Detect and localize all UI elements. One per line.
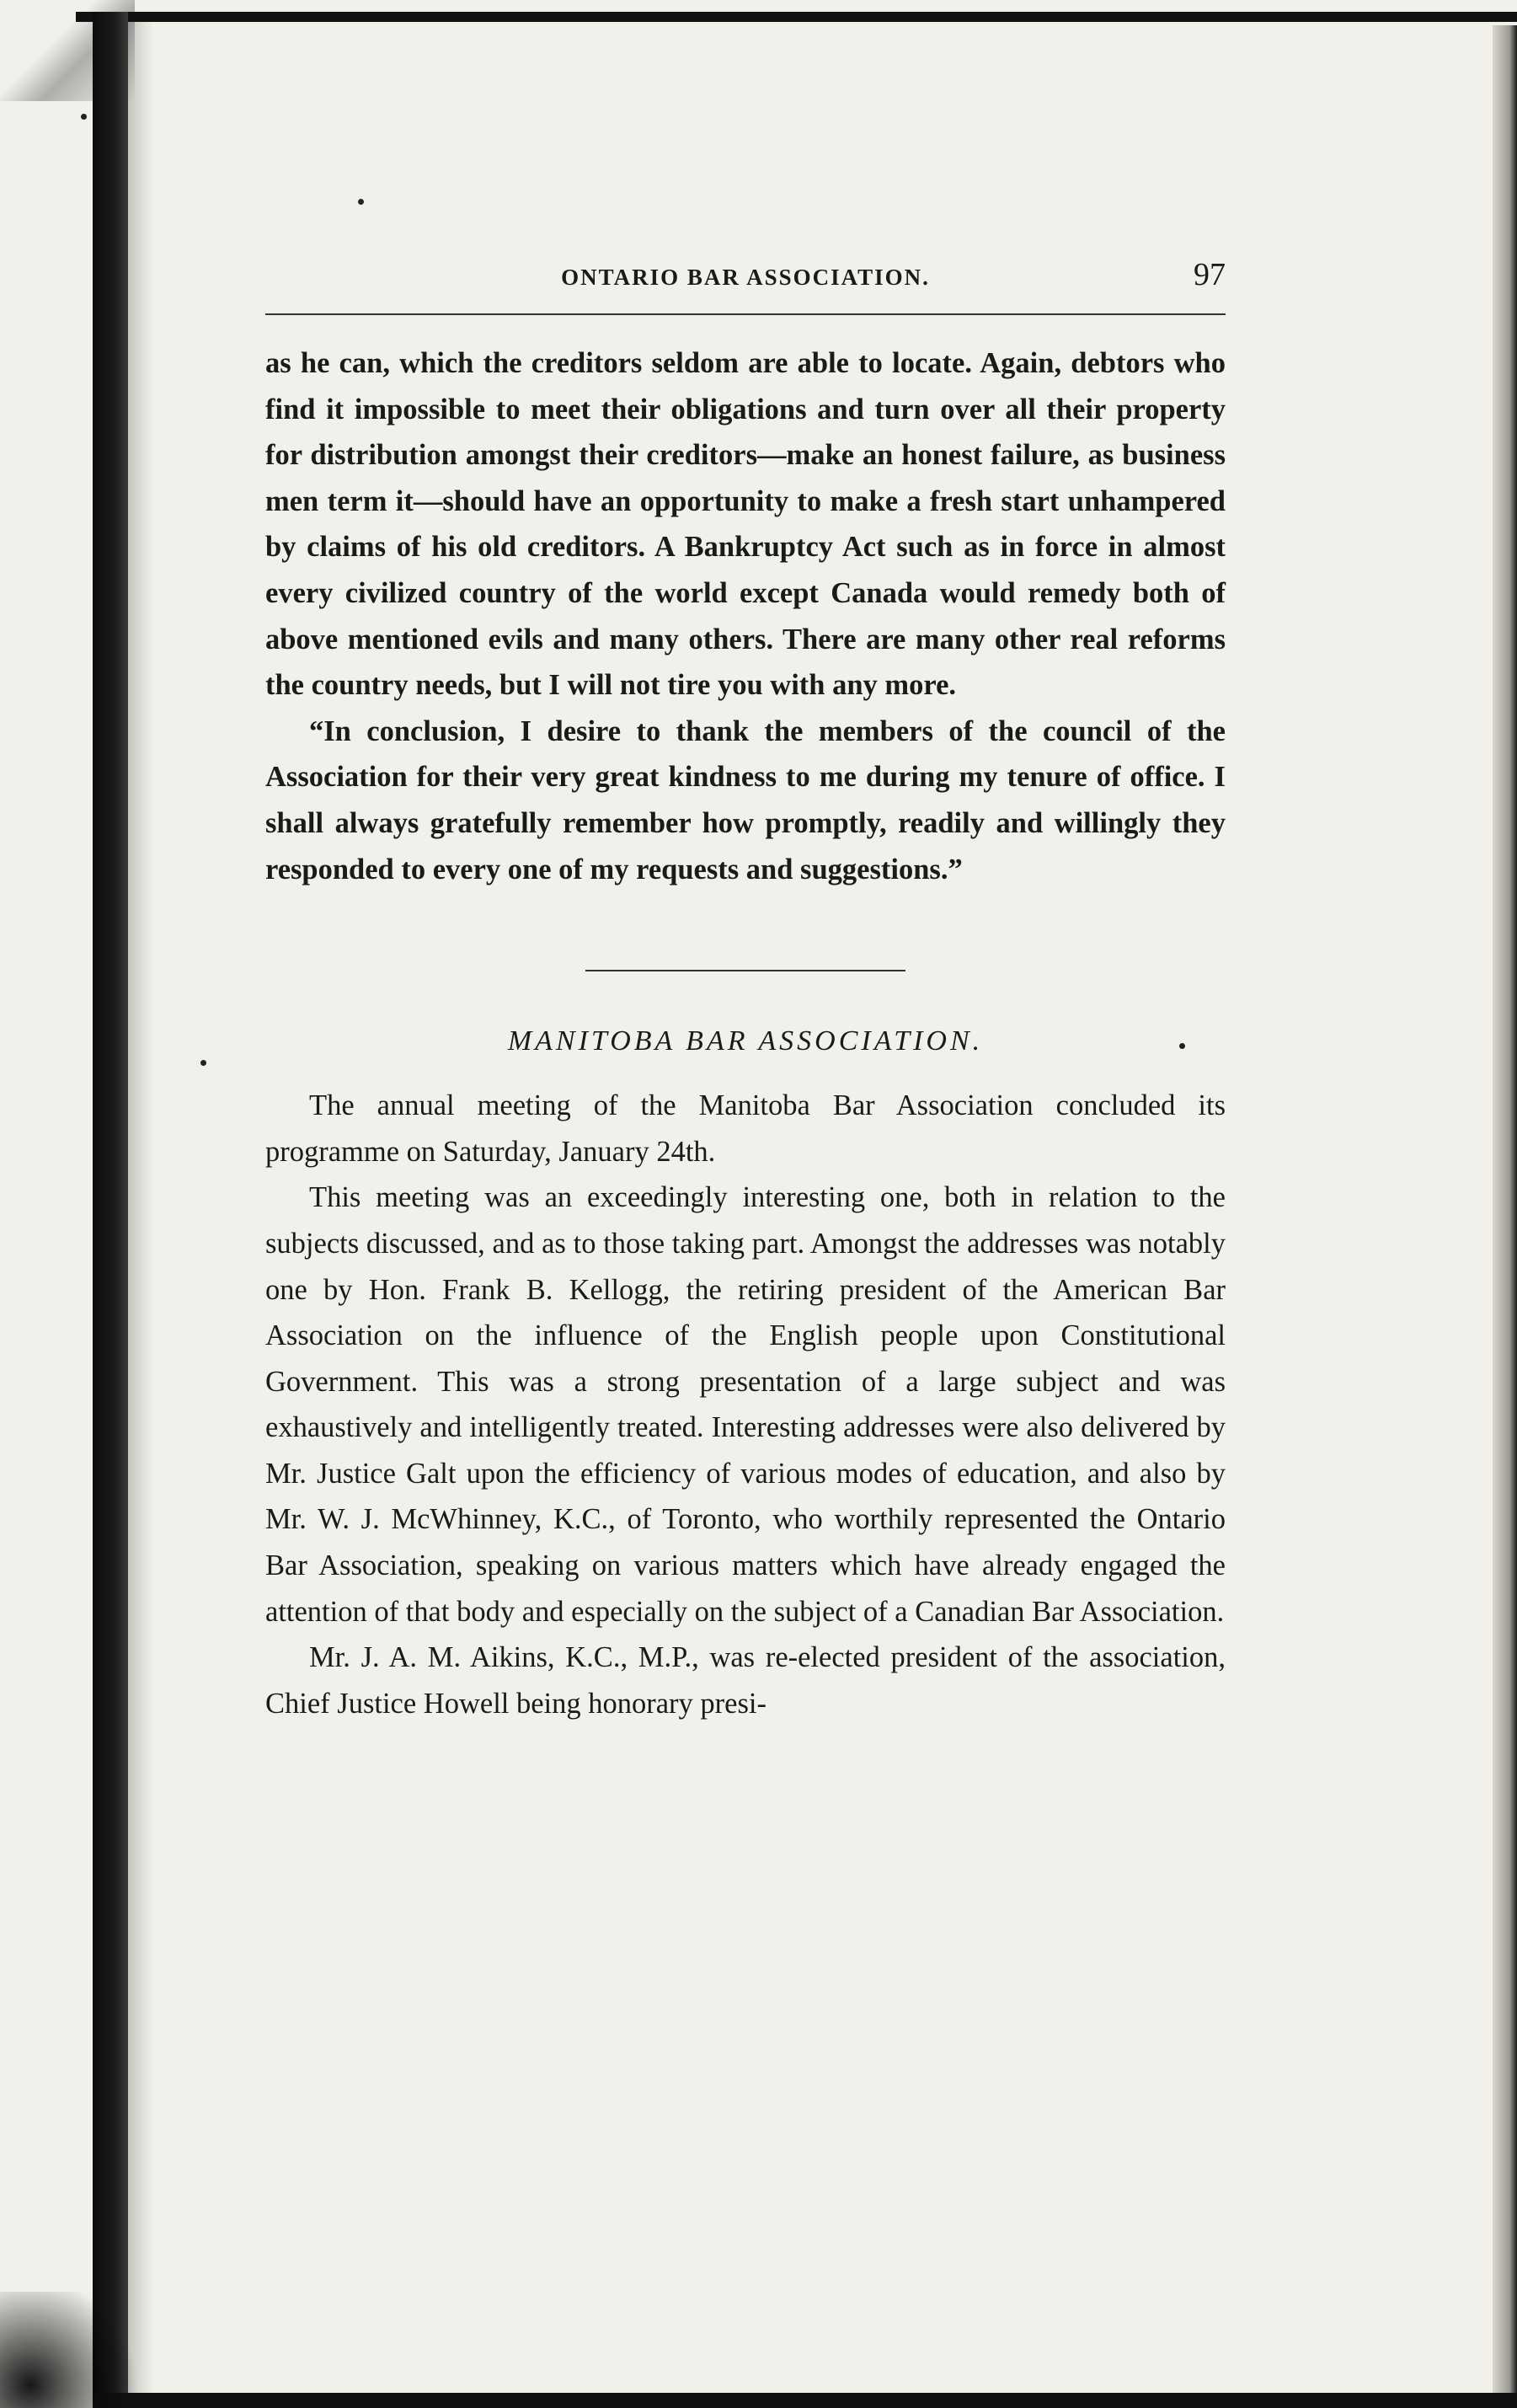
section-heading: MANITOBA BAR ASSOCIATION. bbox=[507, 1025, 984, 1057]
ontario-section bbox=[265, 340, 1226, 892]
header-rule bbox=[265, 313, 1226, 315]
book-page bbox=[265, 253, 1226, 1726]
scan-edge-top bbox=[76, 12, 1517, 22]
scan-edge-bottom bbox=[93, 2393, 1517, 2408]
scan-speck bbox=[81, 114, 87, 120]
body-paragraph: “In conclusion, I desire to thank the members of the council of the Association for their very great kindness to me during my tenure of office. I shall always gratefully remember how promptly, readily and willingly they responded to every one of my requests and suggestions.” bbox=[265, 714, 1226, 886]
scan-edge-left bbox=[93, 12, 128, 2396]
scan-speck bbox=[358, 199, 364, 205]
scan-edge-right bbox=[1493, 25, 1517, 2393]
body-paragraph: as he can, which the creditors seldom are able to locate. Again, debtors who find it impossible to meet their obligations and turn over all their property for distribution amongst their creditors—make an honest failure, as business men term it—should have an opportunity to make a fresh start unhampered by claims of his old creditors. A Bankruptcy Act such as in force in almost every civilized country of the world except Canada would remedy both of above mentioned evils and many others. There are many other real reforms the country needs, but I will not tire you with any more. bbox=[265, 347, 1226, 702]
page-number: 97 bbox=[1194, 257, 1226, 292]
body-paragraph: The annual meeting of the Manitoba Bar Association concluded its programme on Saturday, January 24th. bbox=[265, 1089, 1226, 1168]
body-paragraph: Mr. J. A. M. Aikins, K.C., M.P., was re-elected president of the association, Chief Justice Howell being honorary presi- bbox=[265, 1641, 1226, 1720]
body-paragraph: This meeting was an exceedingly interesting one, both in relation to the subjects discussed, and as to those taking part. Amongst the addresses was notably one by Hon. Frank B. Kellogg, the retiring president of the American Bar Association on the influence of the English people upon Constitutional Government. This was a strong presentation of a large subject and was exhaustively and intelligently treated. Interesting addresses were also delivered by Mr. Justice Galt upon the efficiency of various modes of education, and also by Mr. W. J. McWhinney, K.C., of Toronto, who worthily represented the Ontario Bar Association, speaking on various matters which have already engaged the attention of that body and especially on the subject of a Canadian Bar Association. bbox=[265, 1181, 1226, 1628]
running-title: ONTARIO BAR ASSOCIATION. bbox=[561, 265, 930, 290]
scan-speck bbox=[200, 1060, 206, 1066]
running-head bbox=[265, 253, 1226, 303]
scan-corner-shadow-bottom bbox=[0, 2292, 152, 2408]
section-divider bbox=[585, 970, 905, 971]
manitoba-section bbox=[265, 1083, 1226, 1726]
scan-binding-shadow bbox=[128, 22, 153, 2396]
